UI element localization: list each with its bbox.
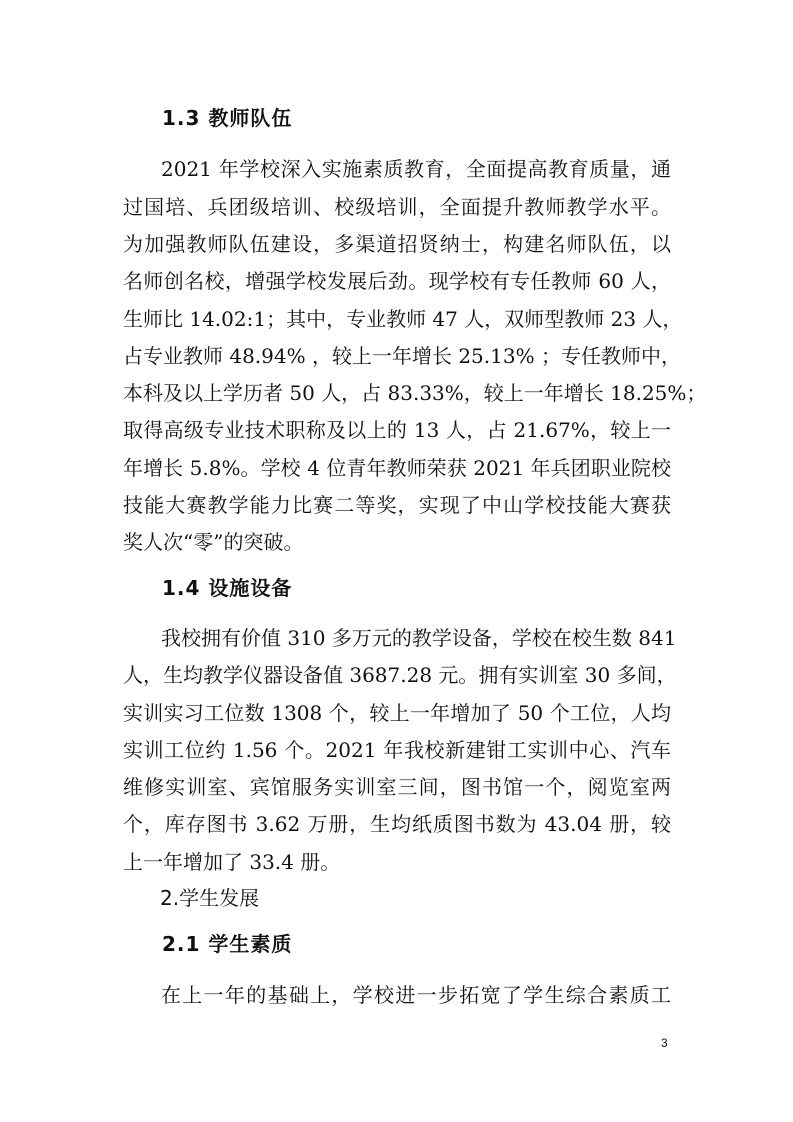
section-heading-1-4: 1.4 设施设备 [162,576,293,600]
paragraph-line: 为加强教师队伍建设，多渠道招贤纳士，构建名师队伍，以 [123,232,671,256]
section-heading-1-3: 1.3 教师队伍 [162,106,293,130]
paragraph-line: 本科及以上学历者 50 人，占 83.33%，较上一年增长 18.25%； [123,381,707,405]
section-heading-2-1: 2.1 学生素质 [162,932,293,956]
paragraph-line: 人，生均教学仪器设备值 3687.28 元。拥有实训室 30 多间， [123,663,677,687]
paragraph-line: 技能大赛教学能力比赛二等奖，实现了中山学校技能大赛获 [123,493,671,517]
paragraph-line: 名师创名校，增强学校发展后劲。现学校有专任教师 60 人， [123,269,671,293]
paragraph-line: 过国培、兵团级培训、校级培训，全面提升教师教学水平。 [123,195,671,219]
paragraph-line: 上一年增加了 33.4 册。 [123,850,341,874]
paragraph-line: 取得高级专业技术职称及以上的 13 人，占 21.67%，较上一 [123,418,671,442]
paragraph-line: 个，库存图书 3.62 万册，生均纸质图书数为 43.04 册，较 [123,812,671,836]
paragraph-line: 在上一年的基础上，学校进一步拓宽了学生综合素质工 [161,983,671,1007]
paragraph-line: 年增长 5.8%。学校 4 位青年教师荣获 2021 年兵团职业院校 [123,456,671,480]
paragraph-line: 奖人次“零”的突破。 [123,530,304,554]
paragraph-line: 我校拥有价值 310 多万元的教学设备，学校在校生数 841 [161,626,677,650]
paragraph-line: 2021 年学校深入实施素质教育，全面提高教育质量，通 [161,157,671,181]
page-number: 3 [661,1036,668,1050]
paragraph-line: 实训实习工位数 1308 个，较上一年增加了 50 个工位，人均 [123,701,671,725]
paragraph-line: 实训工位约 1.56 个。2021 年我校新建钳工实训中心、汽车 [123,738,671,762]
paragraph-line: 生师比 14.02:1；其中，专业教师 47 人，双师型教师 23 人， [123,307,683,331]
paragraph-line: 占专业教师 48.94% ，较上一年增长 25.13% ；专任教师中， [123,344,681,368]
section-heading-2: 2.学生发展 [160,886,260,910]
paragraph-line: 维修实训室、宾馆服务实训室三间，图书馆一个，阅览室两 [123,775,671,799]
